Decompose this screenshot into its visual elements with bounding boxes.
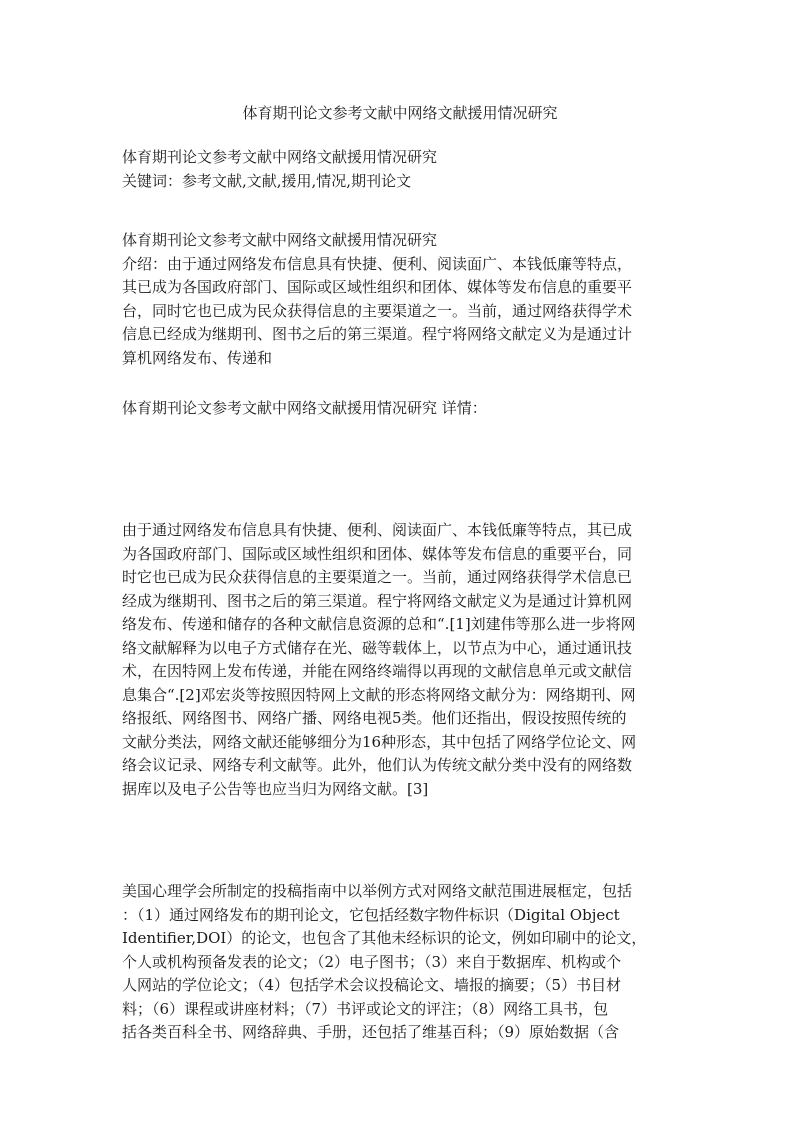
body-line: 络文献解释为以电子方式储存在光、磁等载体上，以节点为中心，通过通讯技 [122, 638, 633, 657]
details-heading-block [122, 397, 680, 421]
body-line: 个人或机构预备发表的论文；（2）电子图书；（3）来自于数据库、机构或个 [122, 952, 622, 971]
body-line: Identifier,DOI）的论文，也包含了其他未经标识的论文，例如印刷中的论文， [122, 929, 647, 947]
body-line: 术，在因特网上发布传递，并能在网络终端得以再现的文献信息单元或文献信 [122, 662, 633, 680]
body-line: 经成为继期刊、图书之后的第三渠道。程宁将网络文献定义为是通过计算机网 [122, 591, 633, 610]
body-line: 美国心理学会所制定的投稿指南中以举例方式对网络文献范围进展框定，包括 [122, 882, 633, 900]
body-line: 络会议记录、网络专利文献等。此外，他们认为传统文献分类中没有的网络数 [122, 756, 633, 774]
body-paragraph-1 [122, 519, 680, 801]
body-line: 料；（6）课程或讲座材料；（7）书评或论文的评注；（8）网络工具书，包 [122, 999, 609, 1018]
body-line: 时它也已成为民众获得信息的主要渠道之一。当前，通过网络获得学术信息已 [122, 568, 633, 586]
body-line: 络发布、传递和储存的各种文献信息资源的总和“.[1]刘建伟等那么进一步将网 [122, 615, 636, 633]
document-title: 体育期刊论文参考文献中网络文献援用情况研究 [242, 104, 558, 122]
summary-line: 台，同时它也已成为民众获得信息的主要渠道之一。当前，通过网络获得学术 [122, 301, 633, 320]
summary-heading: 体育期刊论文参考文献中网络文献援用情况研究 [122, 231, 438, 249]
summary-block [122, 229, 680, 370]
keywords-line: 关键词：参考文献,文献,援用,情况,期刊论文 [122, 171, 412, 190]
body-line: 据库以及电子公告等也应当归为网络文献。[3] [122, 779, 429, 798]
body-paragraph-2 [122, 880, 680, 1045]
summary-line: 信息已经成为继期刊、图书之后的第三渠道。程宁将网络文献定义为是通过计 [122, 325, 633, 343]
body-line: 文献分类法，网络文献还能够细分为16种形态，其中包括了网络学位论文、网 [122, 732, 637, 751]
body-line: 由于通过网络发布信息具有快捷、便利、阅读面广、本钱低廉等特点，其已成 [122, 521, 633, 539]
header-subtitle: 体育期刊论文参考文献中网络文献援用情况研究 [122, 148, 438, 166]
summary-line: 算机网络发布、传递和 [122, 348, 273, 367]
body-line: 为各国政府部门、国际或区域性组织和团体、媒体等发布信息的重要平台，同 [122, 544, 633, 563]
body-line: ：（1）通过网络发布的期刊论文，它包括经数字物件标识（Digital Object [122, 905, 620, 924]
summary-line: 其已成为各国政府部门、国际或区域性组织和团体、媒体等发布信息的重要平 [122, 278, 633, 296]
details-heading: 体育期刊论文参考文献中网络文献援用情况研究 详情： [122, 399, 487, 417]
header-block [122, 146, 680, 193]
body-line: 络报纸、网络图书、网络广播、网络电视5类。他们还指出，假设按照传统的 [122, 709, 627, 727]
body-line: 息集合“.[2]邓宏炎等按照因特网上文献的形态将网络文献分为：网络期刊、网 [122, 685, 636, 704]
body-line: 人网站的学位论文；（4）包括学术会议投稿论文、墙报的摘要；（5）书目材 [122, 976, 622, 994]
body-line: 括各类百科全书、网络辞典、手册，还包括了维基百科；（9）原始数据（含 [122, 1023, 620, 1041]
summary-line: 介绍：由于通过网络发布信息具有快捷、便利、阅读面广、本钱低廉等特点， [122, 254, 633, 273]
